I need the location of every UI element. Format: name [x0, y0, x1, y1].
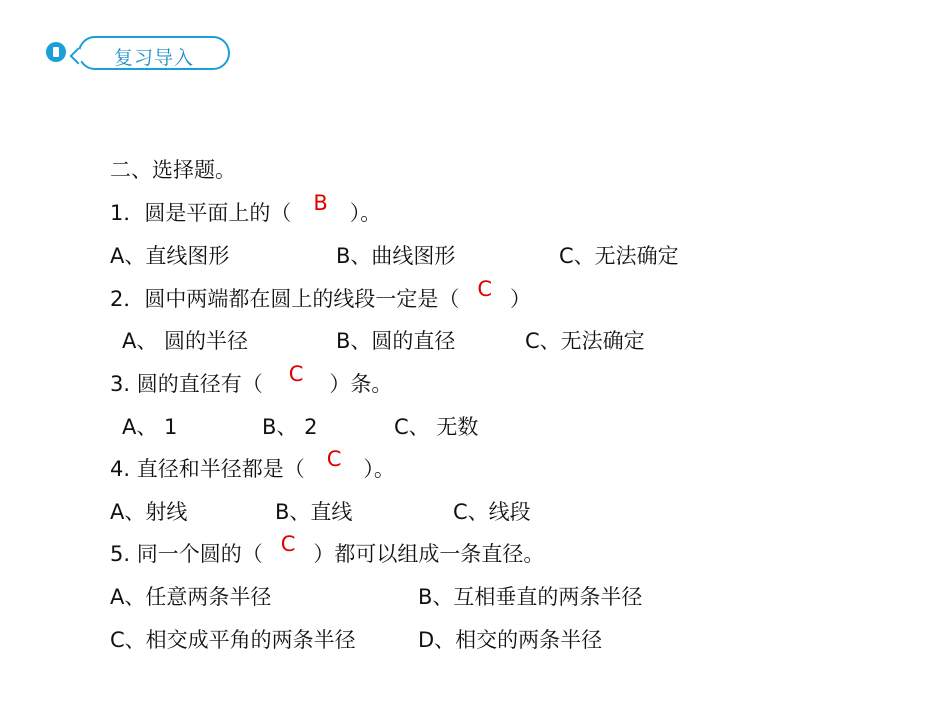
- answer-mark: C: [280, 532, 296, 556]
- question-stem: 1．圆是平面上的（: [110, 201, 292, 225]
- question-5: [110, 532, 545, 569]
- question-1: [110, 191, 382, 228]
- question-stem-end: ）: [510, 287, 532, 311]
- option: C、 无数: [394, 415, 479, 439]
- header-pill: [78, 36, 230, 70]
- option: B、 2: [262, 415, 318, 439]
- option: A、射线: [110, 500, 188, 524]
- question-stem: 2．圆中两端都在圆上的线段一定是（: [110, 287, 460, 311]
- header-title: 复习导入: [113, 47, 194, 69]
- options-4: [110, 497, 910, 527]
- question-stem: 5. 同一个圆的（: [110, 542, 263, 566]
- question-stem-end: ）。: [349, 201, 382, 225]
- question-2: [110, 277, 532, 314]
- option: D、相交的两条半径: [418, 628, 603, 652]
- question-stem-end: ）条。: [329, 372, 393, 396]
- question-stem: 4. 直径和半径都是（: [110, 457, 305, 481]
- answer-mark: C: [326, 447, 342, 471]
- question-stem: 3. 圆的直径有（: [110, 372, 263, 396]
- answer-mark: C: [477, 277, 493, 301]
- option: C、线段: [453, 500, 531, 524]
- option: B、曲线图形: [336, 244, 456, 268]
- options-3: [110, 412, 910, 442]
- options-2: [110, 326, 910, 356]
- option: C、无法确定: [559, 244, 679, 268]
- answer-mark: B: [313, 191, 328, 215]
- option: B、互相垂直的两条半径: [418, 585, 643, 609]
- option: B、圆的直径: [336, 329, 456, 353]
- options-5a: [110, 582, 910, 612]
- question-4: [110, 447, 395, 484]
- option: B、直线: [275, 500, 353, 524]
- option: C、无法确定: [525, 329, 645, 353]
- option: A、 圆的半径: [122, 329, 249, 353]
- answer-mark: C: [288, 362, 304, 386]
- option: C、相交成平角的两条半径: [110, 628, 356, 652]
- bookmark-icon: [46, 42, 66, 62]
- question-stem-end: ）。: [363, 457, 395, 481]
- option: A、 1: [122, 415, 178, 439]
- question-3: [110, 362, 393, 399]
- section-title: 二、选择题。: [110, 158, 236, 182]
- options-5b: [110, 625, 910, 655]
- options-1: [110, 241, 910, 271]
- option: A、任意两条半径: [110, 585, 272, 609]
- question-stem-end: ）都可以组成一条直径。: [313, 542, 545, 566]
- option: A、直线图形: [110, 244, 230, 268]
